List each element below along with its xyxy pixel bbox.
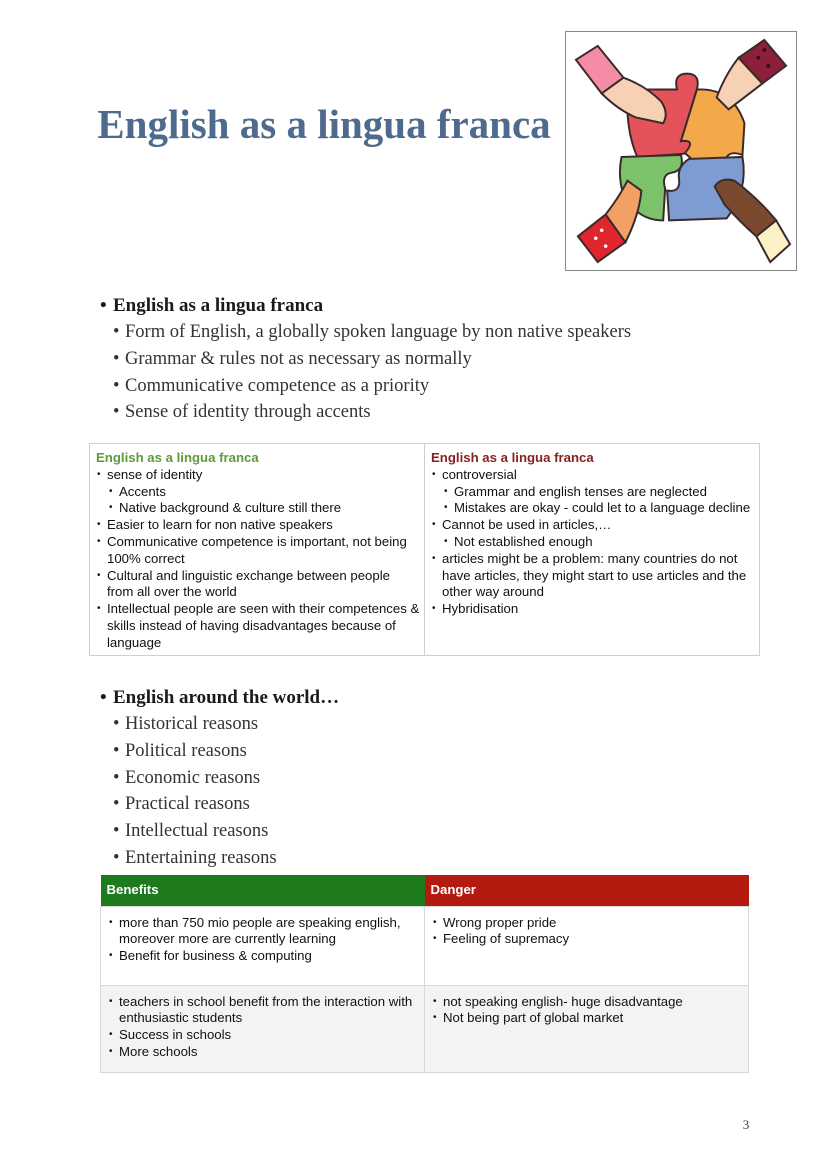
list-item: • Communicative competence is important, not being 100% correct [96,534,420,568]
page-number: 3 [742,1117,750,1132]
list-item: • Mistakes are okay - could let to a language decline [431,500,755,517]
comparison-column-cons [424,444,759,655]
list-item: • More schools [107,1044,418,1061]
list-item: • Political reasons [100,738,339,765]
column-heading: English as a lingua franca [431,450,594,465]
list-item: • Not established enough [431,534,755,551]
list-item: • Intellectual reasons [100,818,339,845]
list-item: • Practical reasons [100,791,339,818]
column-heading: English as a lingua franca [96,450,259,465]
list-item: • articles might be a problem: many countries do not have articles, they might start to use articles and the other way around [431,551,755,601]
list-item: • Wrong proper pride [431,915,742,932]
list-item: • Historical reasons [100,711,339,738]
list-item: • sense of identity [96,467,420,484]
table-cell [425,985,749,1072]
list-item: • not speaking english- huge disadvantage [431,994,742,1011]
benefits-danger-table [100,875,749,1073]
list-item: • Economic reasons [100,765,339,792]
list-item: • Accents [96,484,420,501]
section-heading: • English around the world… [100,684,339,711]
list-item: • Communicative competence as a priority [100,373,631,400]
list-item: • Feeling of supremacy [431,931,742,948]
section-heading: • English as a lingua franca [100,292,631,319]
list-item: • Intellectual people are seen with their competences & skills instead of having disadvantages because of language [96,601,420,651]
list-item: • Not being part of global market [431,1010,742,1027]
comparison-column-pros [90,444,424,655]
section-around-world-list [100,684,339,872]
list-item: • Form of English, a globally spoken language by non native speakers [100,319,631,346]
list-item: • Native background & culture still there [96,500,420,517]
list-item: • Easier to learn for non native speakers [96,517,420,534]
benefits-header: Benefits [101,875,425,906]
list-item: • teachers in school benefit from the interaction with enthusiastic students [107,994,418,1028]
table-cell [101,985,425,1072]
list-item: • Cannot be used in articles,… [431,517,755,534]
danger-header: Danger [425,875,749,906]
list-item: • Grammar & rules not as necessary as normally [100,346,631,373]
list-item: • Entertaining reasons [100,845,339,872]
list-item: • Grammar and english tenses are neglected [431,484,755,501]
section-lingua-franca-list [100,292,631,426]
puzzle-hands-icon [565,31,797,271]
list-item: • Success in schools [107,1027,418,1044]
list-item: • Sense of identity through accents [100,399,631,426]
list-item: • Cultural and linguistic exchange between people from all over the world [96,568,420,602]
list-item: • Benefit for business & computing [107,948,418,965]
list-item: • more than 750 mio people are speaking english, moreover more are currently learning [107,915,418,949]
table-cell [101,906,425,985]
list-item: • Hybridisation [431,601,755,618]
page-title: English as a lingua franca [97,101,551,147]
table-row [101,906,749,985]
table-row [101,985,749,1072]
list-item: • controversial [431,467,755,484]
comparison-table [89,443,760,656]
table-cell [425,906,749,985]
